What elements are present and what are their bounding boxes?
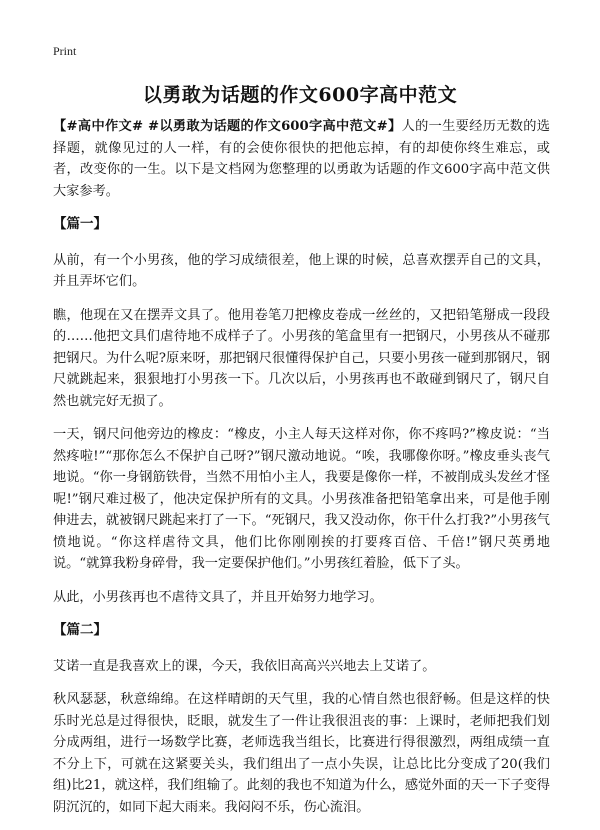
section-heading-2: 【篇二】 xyxy=(53,622,107,638)
intro-text: 人的一生要经历无数的选择题，就像见过的人一样，有的会使你很快的把他忘掉，有的却使你终生难忘，或者，改变你的一生。以下是文档网为您整理的以勇敢为话题的作文600字高中范文供大家参考。 xyxy=(53,119,550,199)
intro-tag: 【#高中作文# #以勇敢为话题的作文600字高中范文#】 xyxy=(53,119,402,134)
section-heading-1: 【篇一】 xyxy=(53,216,107,232)
article-body xyxy=(53,116,550,830)
page-title: 以勇敢为话题的作文600字高中范文 xyxy=(142,84,458,106)
section-1-paragraph-3: 一天，钢尺问他旁边的橡皮：“橡皮，小主人每天这样对你，你不疼吗?”橡皮说：“当然疼啦!”“那你怎么不保护自己呀?”钢尺激动地说。“唉，我哪像你呀。”橡皮垂头丧气地说。“你一身钢筋铁骨，当然不用怕小主人，我要是像你一样，不被削成头发丝才怪呢!”钢尺难过极了，他决定保护所有的文具。小男孩准备把铅笔拿出来，可是他手刚伸进去，就被钢尺跳起来打了一下。“死钢尺，我又没动你，你干什么打我?”小男孩气愤地说。“你这样虐待文具，他们比你刚刚挨的打要疼百倍、千倍!”钢尺英勇地说。“就算我粉身碎骨，我一定要保护他们。”小男孩红着脸，低下了头。 xyxy=(53,427,550,571)
section-1-paragraph-4: 从此，小男孩再也不虐待文具了，并且开始努力地学习。 xyxy=(53,589,383,605)
intro-paragraph xyxy=(53,116,550,202)
section-1-paragraph-2: 瞧，他现在又在摆弄文具了。他用卷笔刀把橡皮卷成一丝丝的，又把铅笔掰成一段段的……他把文具们虐待地不成样子了。小男孩的笔盒里有一把钢尺，小男孩从不碰那把钢尺。为什么呢?原来呀，那把钢尺很懂得保护自己，只要小男孩一碰到那钢尺，钢尺就跳起来，狠狠地打小男孩一下。几次以后，小男孩再也不敢碰到钢尺了，钢尺自然也就完好无损了。 xyxy=(53,307,550,409)
section-1-paragraph-1: 从前，有一个小男孩，他的学习成绩很差，他上课的时候，总喜欢摆弄自己的文具，并且弄坏它们。 xyxy=(53,252,550,289)
print-link[interactable]: Print xyxy=(53,44,77,58)
section-2-paragraph-2: 秋风瑟瑟，秋意绵绵。在这样晴朗的天气里，我的心情自然也很舒畅。但是这样的快乐时光总是过得很快，眨眼，就发生了一件让我很沮丧的事：上课时，老师把我们划分成两组，进行一场数学比赛，老师选我当组长，比赛进行得很激烈，两组成绩一直不分上下，可就在这紧要关头，我们组出了一点小失误，让总比比分变成了20(我们组)比21，就这样，我们组输了。此刻的我也不知道为什么，感觉外面的天一下子变得阴沉沉的，如同下起大雨来。我闷闷不乐，伤心流泪。 xyxy=(53,692,550,815)
section-2-paragraph-1: 艾诺一直是我喜欢上的课，今天，我依旧高高兴兴地去上艾诺了。 xyxy=(53,658,436,674)
